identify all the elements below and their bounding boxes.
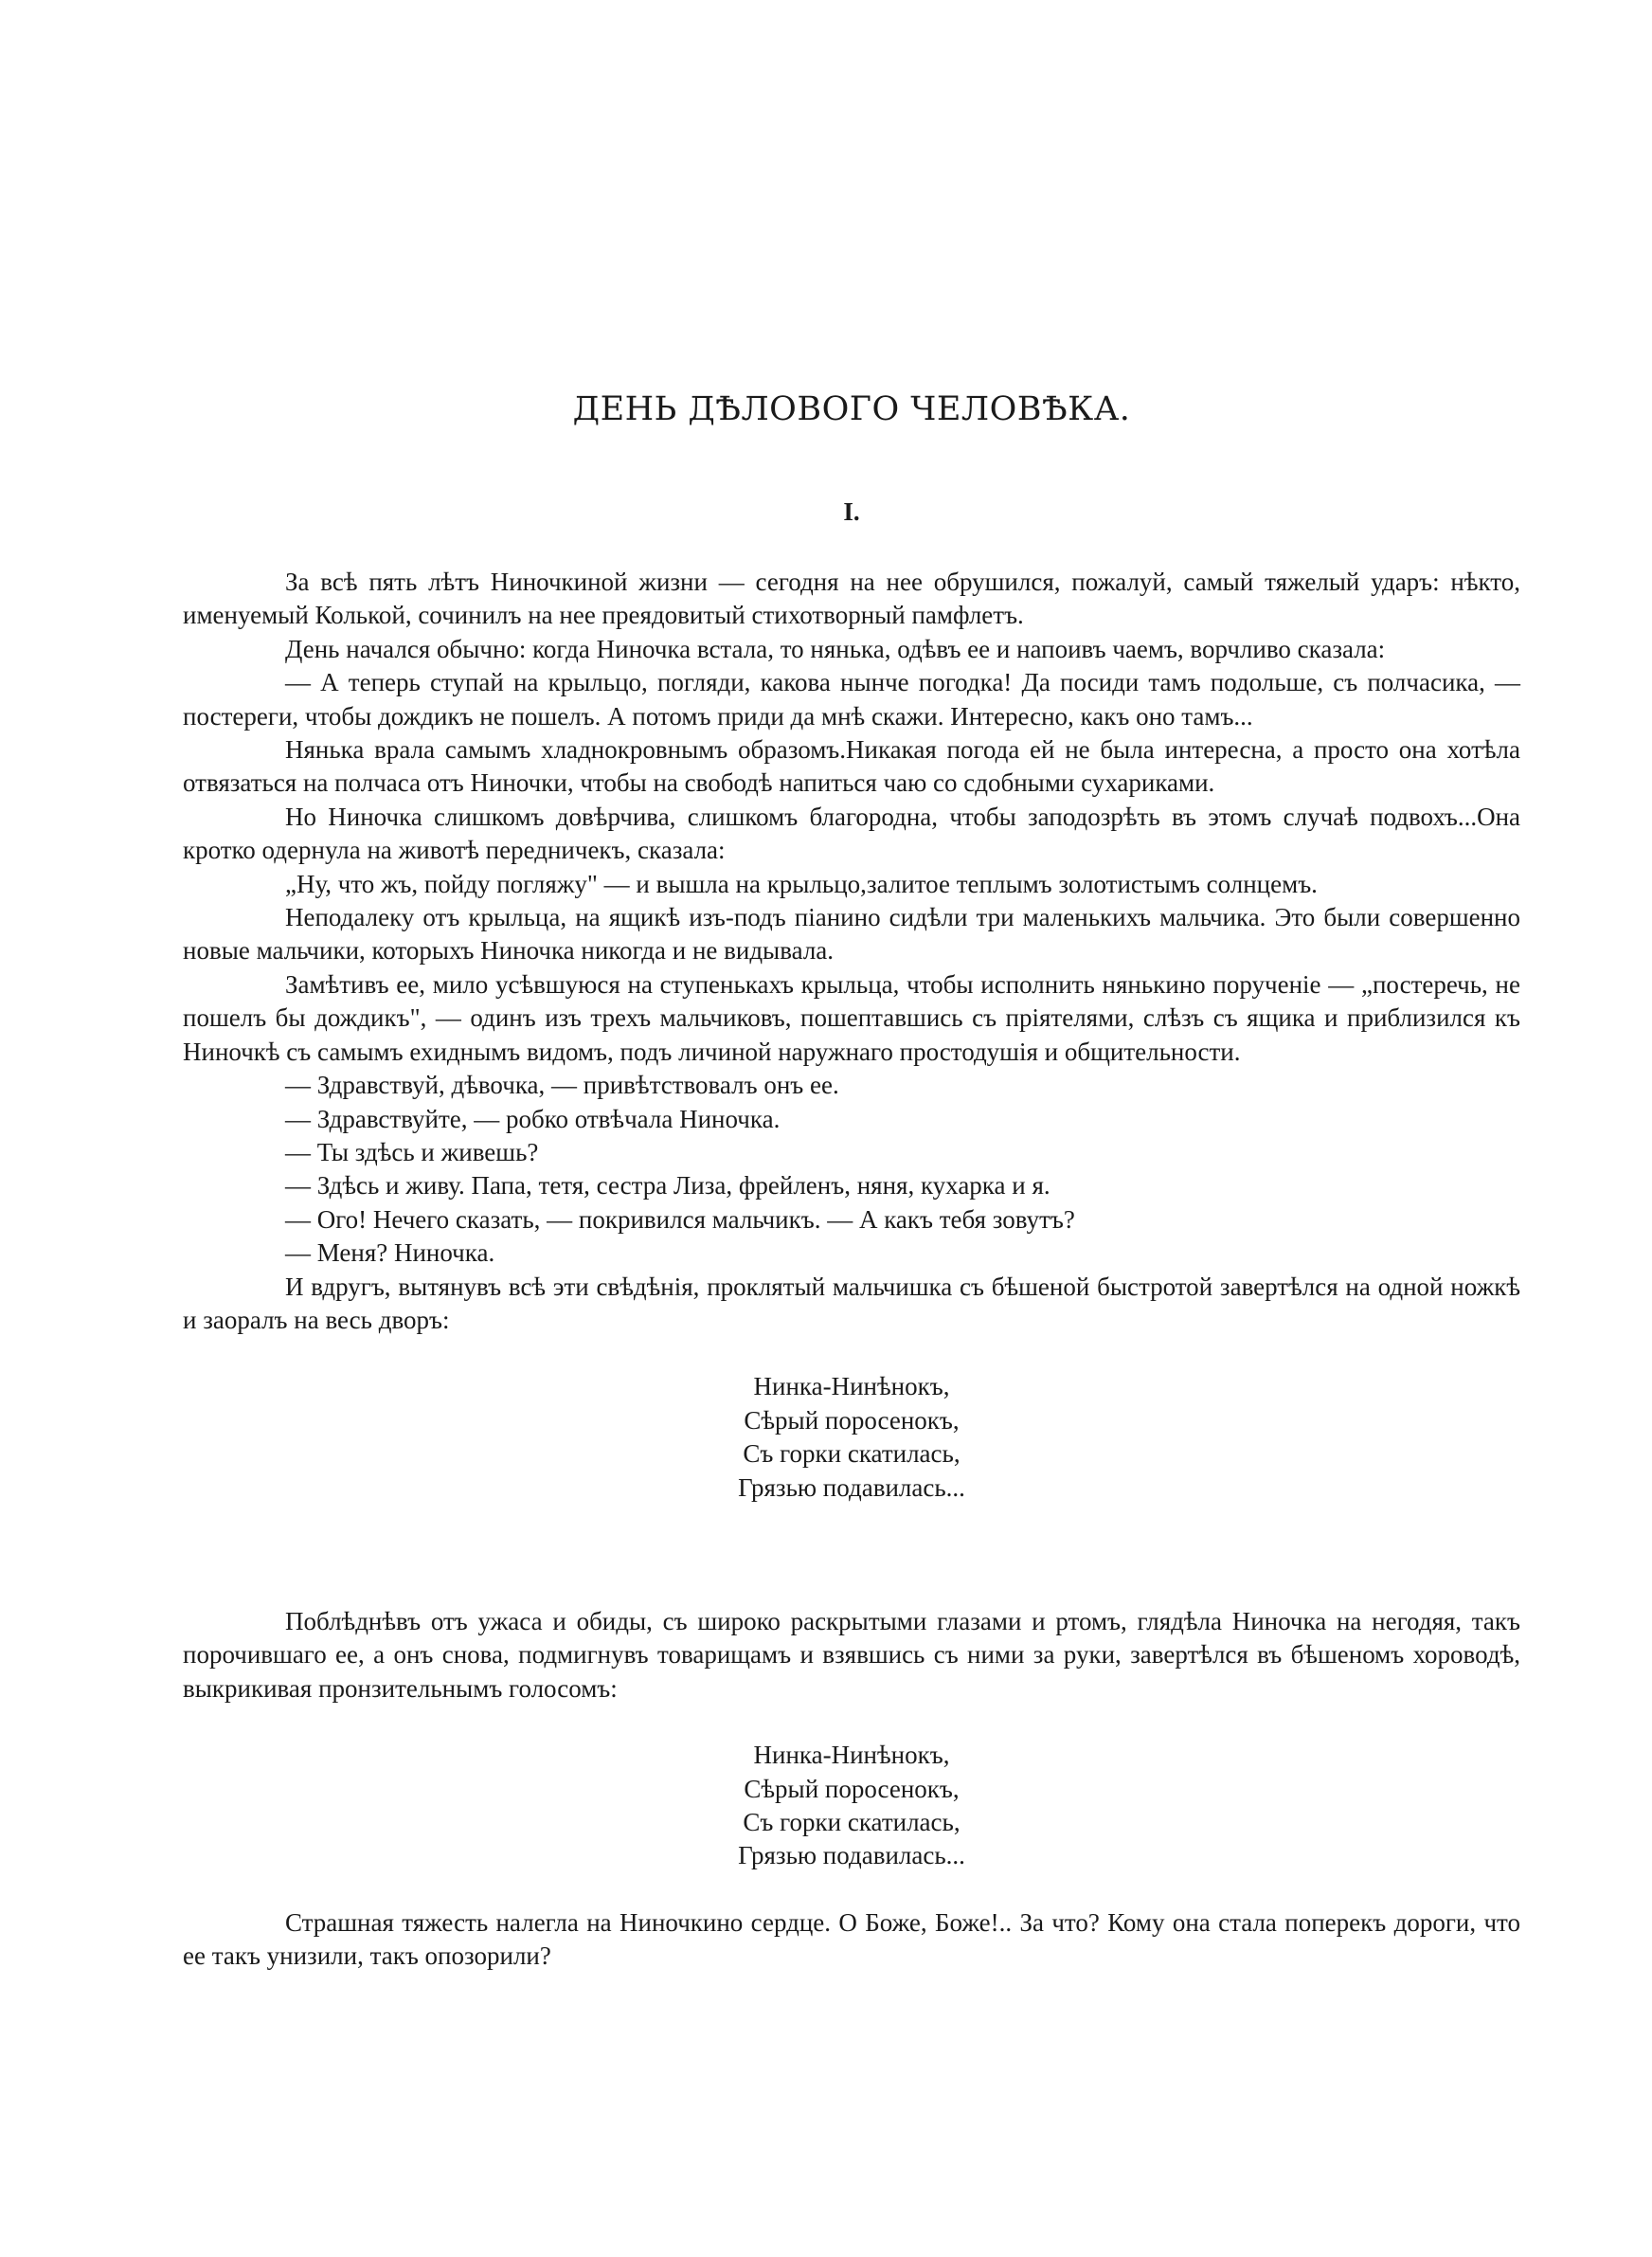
paragraph: Замѣтивъ ее, мило усѣвшуюся на ступенькахъ крыльца, чтобы исполнить нянькино порученіе — „постеречь, не пошелъ бы дождикъ", — одинъ изъ трехъ мальчиковъ, пошептавшись съ пріятелями, слѣзъ съ ящика и приблизился къ Ниночкѣ съ самымъ ехиднымъ видомъ, подъ личиной наружнаго простодушія и общительности. [183,969,1520,1066]
paragraph: День начался обычно: когда Ниночка встала, то нянька, одѣвъ ее и напоивъ чаемъ, ворчливо сказала: [285,634,1386,663]
poem-line: Грязью подавилась... [738,1841,965,1870]
poem-verse [183,1370,1520,1505]
paragraph: „Ну, что жъ, пойду погляжу" — и вышла на крыльцо,залитое теплымъ золотистымъ солнцемъ. [285,869,1318,898]
dialogue-line: — Здравствуйте, — робко отвѣчала Ниночка. [285,1104,781,1133]
dialogue-line: — Меня? Ниночка. [285,1238,495,1268]
poem-line: Грязью подавилась... [738,1472,965,1502]
story-body [183,566,1520,1974]
poem-line: Сѣрый поросенокъ, [744,1774,960,1803]
dialogue-line: — Здѣсь и живу. Папа, тетя, сестра Лиза, фрейленъ, няня, кухарка и я. [285,1171,1050,1201]
poem-line: Сѣрый поросенокъ, [744,1405,960,1435]
poem-line: Съ горки скатилась, [743,1808,961,1836]
paragraph: Нянька врала самымъ хладнокровнымъ образомъ.Никакая погода ей не была интересна, а просто она хотѣла отвязаться на полчаса отъ Ниночки, чтобы на свободѣ напиться чаю со сдобными сухариками. [183,735,1520,798]
paragraph: Поблѣднѣвъ отъ ужаса и обиды, съ широко раскрытыми глазами и ртомъ, глядѣла Ниночка на негодяя, такъ порочившаго ее, а онъ снова, подмигнувъ товарищамъ и взявшись съ ними за руки, завертѣлся въ бѣшеномъ хороводѣ, выкрикивая пронзительнымъ голосомъ: [183,1606,1520,1703]
paragraph: Страшная тяжесть налегла на Ниночкино сердце. О Боже, Боже!.. За что? Кому она стала поперекъ дороги, что ее такъ унизили, такъ опозорили? [183,1907,1520,1971]
poem-verse [183,1739,1520,1873]
poem-line: Нинка-Нинѣнокъ, [753,1372,950,1401]
paragraph: Но Ниночка слишкомъ довѣрчива, слишкомъ благородна, чтобы заподозрѣть въ этомъ случаѣ подвохъ...Она кротко одернула на животѣ передничекъ, сказала: [183,802,1520,865]
dialogue-line: — Ты здѣсь и живешь? [285,1137,539,1166]
document-page [183,0,1520,2257]
paragraph: — А теперь ступай на крыльцо, погляди, какова нынче погодка! Да посиди тамъ подольше, съ полчасика, — постереги, чтобы дождикъ не пошелъ. А потомъ приди да мнѣ скажи. Интересно, какъ оно тамъ... [183,668,1520,731]
paragraph: За всѣ пять лѣтъ Ниночкиной жизни — сегодня на нее обрушился, пожалуй, самый тяжелый ударъ: нѣкто, именуемый Колькой, сочинилъ на нее преядовитый стихотворный памфлетъ. [183,568,1520,630]
paragraph: Неподалеку отъ крыльца, на ящикѣ изъ-подъ піанино сидѣли три маленькихъ мальчика. Это были совершенно новые мальчики, которыхъ Ниночка никогда и не видывала. [183,903,1520,966]
dialogue-line: — Ого! Нечего сказать, — покривился мальчикъ. — А какъ тебя зовутъ? [285,1204,1075,1234]
poem-line: Нинка-Нинѣнокъ, [753,1741,950,1770]
poem-line: Съ горки скатилась, [743,1439,961,1469]
paragraph: И вдругъ, вытянувъ всѣ эти свѣдѣнія, проклятый мальчишка съ бѣшеной быстротой завертѣлся на одной ножкѣ и заоралъ на весь дворъ: [183,1272,1520,1334]
story-title: ДЕНЬ ДѢЛОВОГО ЧЕЛОВѢКА. [572,390,1131,428]
chapter-number: I. [843,497,860,526]
dialogue-line: — Здравствуй, дѣвочка, — привѣтствовалъ онъ ее. [285,1071,839,1100]
